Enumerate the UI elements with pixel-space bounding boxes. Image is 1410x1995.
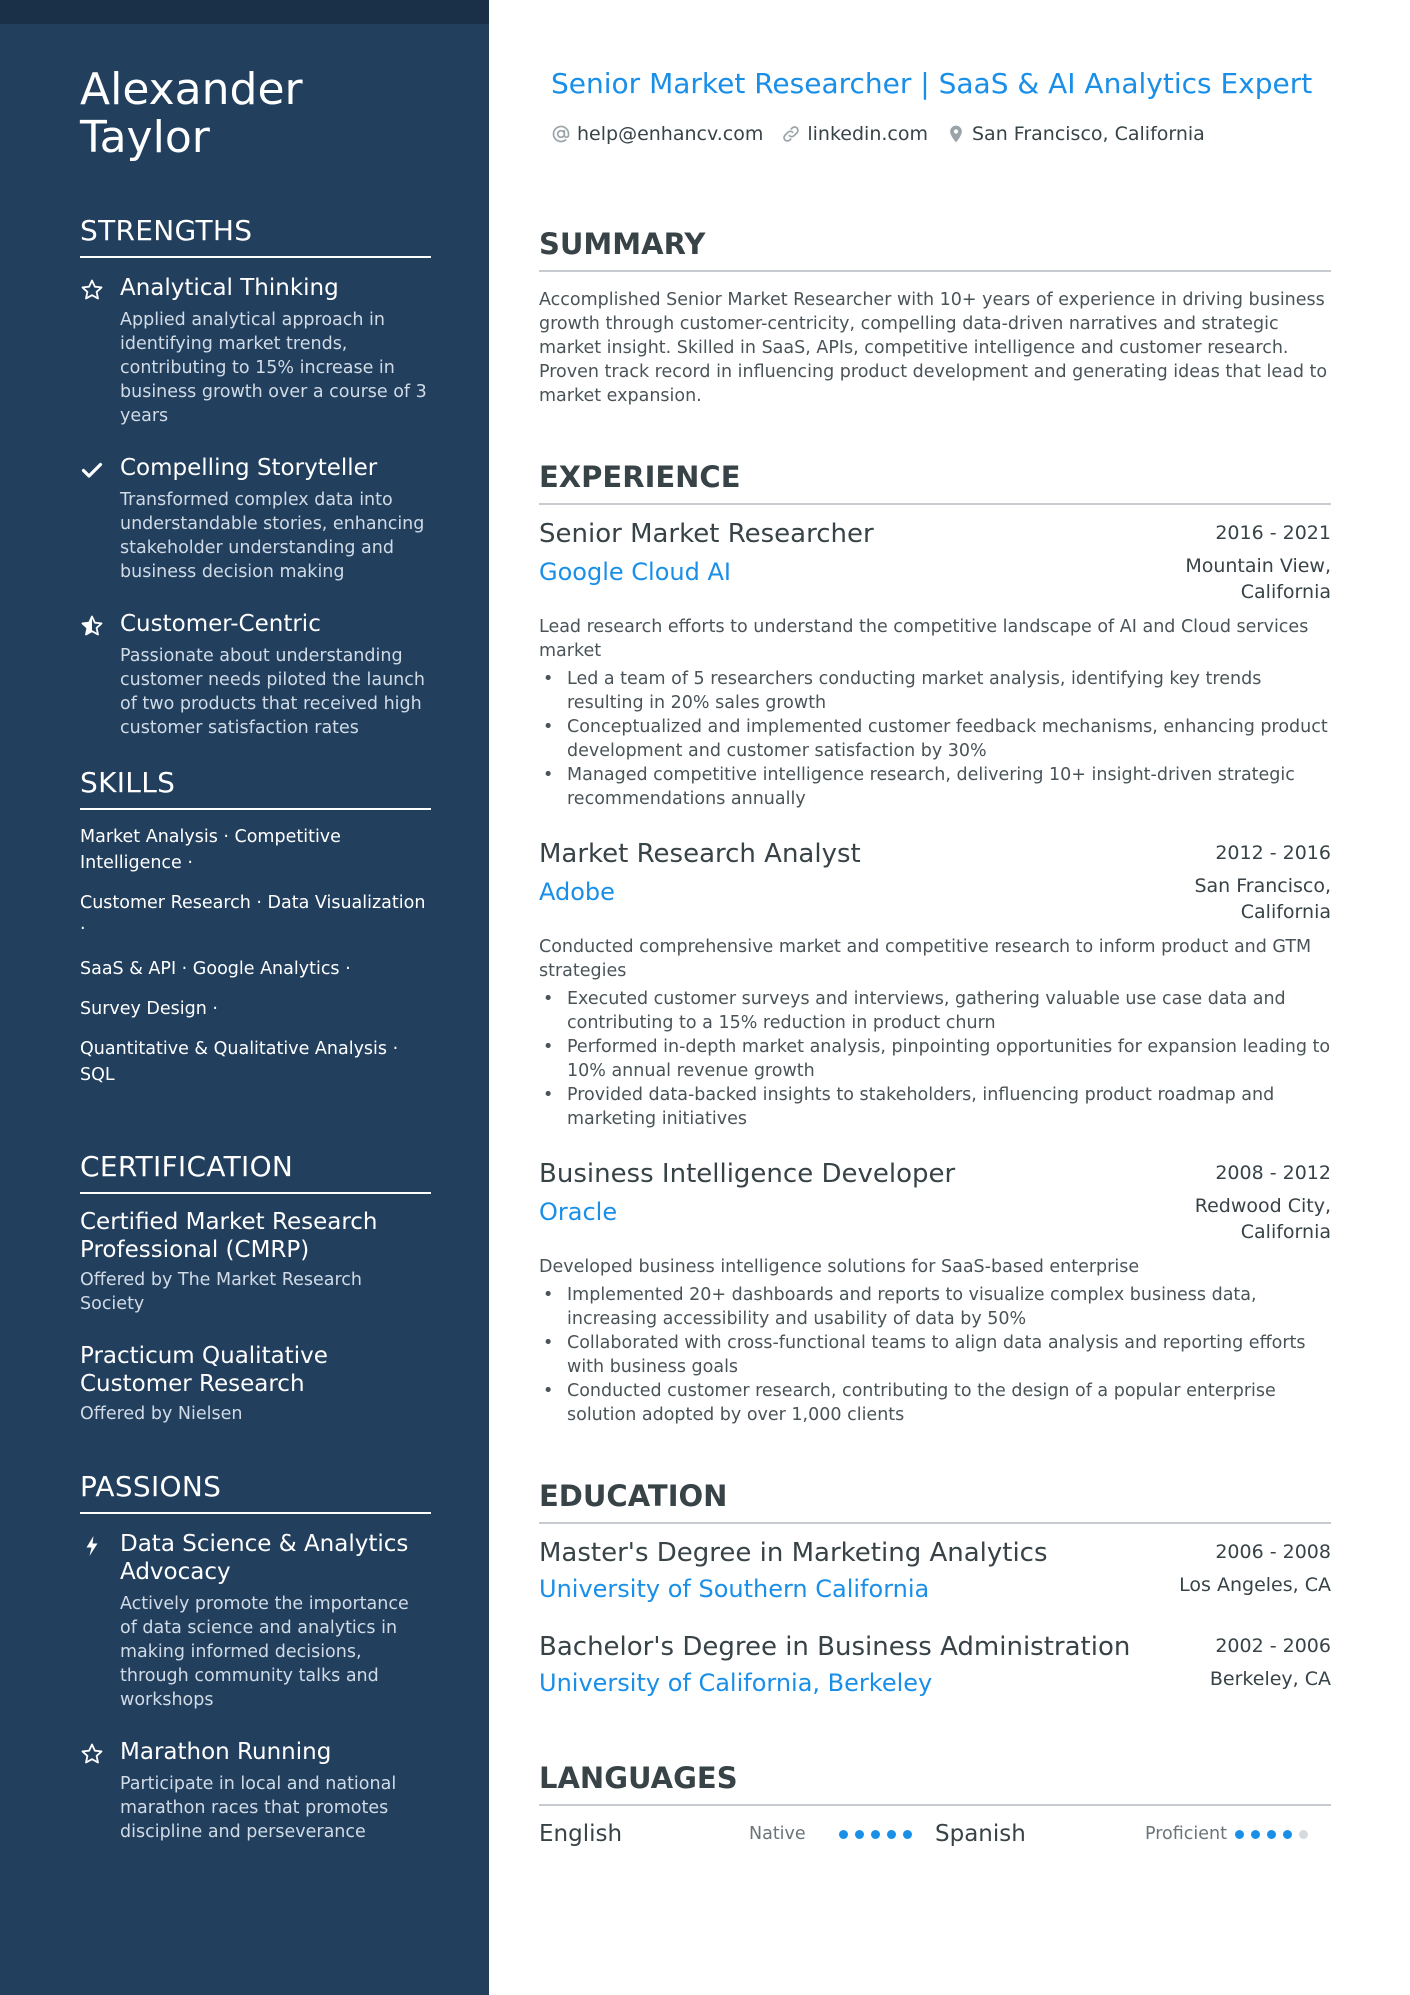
contact-linkedin[interactable] [781, 120, 928, 148]
education-section [539, 1478, 1331, 1700]
job-company[interactable]: Google Cloud AI [539, 558, 731, 586]
experience-section [539, 459, 1331, 1427]
list-item: • Executed customer surveys and interviews, gathering valuable use case data and contributing to a 15% reduction in product churn [539, 987, 1331, 1035]
certification-title: Practicum Qualitative Customer Research [80, 1343, 328, 1397]
job-entry [539, 1157, 1331, 1427]
strength-title: Customer-Centric [120, 611, 321, 637]
job-entry [539, 517, 1331, 811]
passions-section [80, 1470, 431, 1844]
at-icon [551, 124, 571, 144]
job-bullets [539, 1283, 1331, 1427]
job-date: 2012 - 2016 [1215, 842, 1331, 864]
job-summary: Conducted comprehensive market and competitive research to inform product and GTM strategies [539, 937, 1312, 981]
education-entry [539, 1536, 1331, 1606]
experience-heading: EXPERIENCE [539, 459, 1331, 505]
rating-dot-filled [871, 1830, 880, 1839]
skills-section [80, 766, 431, 1088]
education-date: 2002 - 2006 [1215, 1635, 1331, 1657]
rating-dot-filled [1267, 1830, 1276, 1839]
summary-section [539, 226, 1331, 408]
certification-heading: CERTIFICATION [80, 1150, 431, 1194]
job-date: 2008 - 2012 [1215, 1162, 1331, 1184]
passion-item [80, 1738, 431, 1844]
language-rating [1235, 1830, 1308, 1839]
passion-item [80, 1530, 431, 1712]
passion-title: Marathon Running [120, 1739, 332, 1765]
location-text: San Francisco, California [972, 123, 1205, 145]
rating-dot-filled [839, 1830, 848, 1839]
last-name: Taylor [80, 112, 210, 163]
link-icon [781, 124, 801, 144]
language-rating [839, 1830, 912, 1839]
passions-heading: PASSIONS [80, 1470, 431, 1514]
rating-dot-filled [1235, 1830, 1244, 1839]
certification-item [80, 1208, 431, 1316]
strength-item [80, 454, 431, 584]
contact-email[interactable] [551, 120, 763, 148]
passion-desc: Participate in local and national marathon races that promotes discipline and perseverance [120, 1774, 397, 1842]
strength-desc: Passionate about understanding customer needs piloted the launch of two products that received high customer satisfaction rates [120, 646, 425, 738]
summary-text: Accomplished Senior Market Researcher with 10+ years of experience in driving business growth through customer-centricity, compelling data-driven narratives and strategic market insight. Skilled in SaaS, APIs, competitive intelligence and customer research. Proven track record in influencing product development and generating ideas that lead to market expansion. [539, 290, 1328, 406]
checkmark-icon [80, 458, 104, 482]
certification-section [80, 1150, 431, 1426]
skill-row: SaaS & API · Google Analytics · [80, 959, 351, 979]
rating-dot-filled [1251, 1830, 1260, 1839]
skills-heading: SKILLS [80, 766, 431, 810]
list-item: • Conducted customer research, contributing to the design of a popular enterprise solution adopted by over 1,000 clients [539, 1379, 1331, 1427]
list-item: • Collaborated with cross-functional teams to align data analysis and reporting efforts with business goals [539, 1331, 1331, 1379]
rating-dot-empty [1299, 1830, 1308, 1839]
job-title: Market Research Analyst [539, 839, 861, 869]
passion-title: Data Science & Analytics Advocacy [120, 1531, 409, 1585]
language-level: Native [749, 1824, 806, 1844]
job-location: San Francisco, California [1194, 875, 1331, 923]
strength-desc: Transformed complex data into understandable stories, enhancing stakeholder understanding and business decision making [120, 490, 425, 582]
star-outline-icon [80, 278, 104, 302]
education-date: 2006 - 2008 [1215, 1541, 1331, 1563]
degree-title: Master's Degree in Marketing Analytics [539, 1538, 1048, 1568]
star-outline-icon [80, 1742, 104, 1766]
strength-item [80, 274, 431, 428]
job-location: Redwood City, California [1194, 1195, 1331, 1243]
skill-row: Market Analysis · Competitive Intelligence · [80, 827, 341, 873]
job-title: Business Intelligence Developer [539, 1159, 956, 1189]
location-pin-icon [946, 124, 966, 144]
rating-dot-filled [855, 1830, 864, 1839]
certification-item [80, 1342, 431, 1426]
degree-title: Bachelor's Degree in Business Administration [539, 1632, 1131, 1662]
sidebar-top-bar [0, 0, 489, 24]
summary-heading: SUMMARY [539, 226, 1331, 272]
star-half-icon [80, 614, 104, 638]
certification-issuer: Offered by Nielsen [80, 1404, 243, 1424]
candidate-name [80, 66, 431, 162]
language-item [935, 1821, 1331, 1847]
job-date: 2016 - 2021 [1215, 522, 1331, 544]
list-item: • Led a team of 5 researchers conducting market analysis, identifying key trends resulting in 20% sales growth [539, 667, 1331, 715]
list-item: • Conceptualized and implemented customer feedback mechanisms, enhancing product development and customer satisfaction by 30% [539, 715, 1331, 763]
first-name: Alexander [80, 64, 303, 115]
job-summary: Lead research efforts to understand the competitive landscape of AI and Cloud services market [539, 617, 1309, 661]
job-company[interactable]: Oracle [539, 1198, 618, 1226]
languages-heading: LANGUAGES [539, 1760, 1331, 1806]
rating-dot-filled [903, 1830, 912, 1839]
education-location: Los Angeles, CA [1179, 1574, 1331, 1596]
email-text: help@enhancv.com [577, 123, 764, 145]
skill-row: Quantitative & Qualitative Analysis · SQL [80, 1039, 399, 1085]
contact-location [946, 120, 1205, 148]
strength-item [80, 610, 431, 740]
sidebar [0, 0, 489, 1995]
rating-dot-filled [887, 1830, 896, 1839]
education-location: Berkeley, CA [1209, 1668, 1331, 1690]
languages-section [539, 1760, 1331, 1852]
language-name: English [539, 1821, 623, 1847]
job-title: Senior Market Researcher [539, 519, 874, 549]
education-heading: EDUCATION [539, 1478, 1331, 1524]
strength-desc: Applied analytical approach in identifying market trends, contributing to 15% increase in business growth over a course of 3 years [120, 310, 427, 426]
school-name[interactable]: University of Southern California [539, 1575, 930, 1603]
certification-title: Certified Market Research Professional (CMRP) [80, 1209, 378, 1263]
language-item [539, 1821, 935, 1847]
language-level: Proficient [1145, 1824, 1227, 1844]
certification-issuer: Offered by The Market Research Society [80, 1270, 362, 1314]
job-summary: Developed business intelligence solutions for SaaS-based enterprise [539, 1257, 1140, 1277]
job-entry [539, 837, 1331, 1131]
job-location: Mountain View, California [1185, 555, 1331, 603]
strengths-heading: STRENGTHS [80, 214, 431, 258]
languages-row [539, 1816, 1331, 1852]
strength-title: Compelling Storyteller [120, 455, 378, 481]
list-item: • Provided data-backed insights to stakeholders, influencing product roadmap and marketing initiatives [539, 1083, 1331, 1131]
school-name[interactable]: University of California, Berkeley [539, 1669, 933, 1697]
strength-title: Analytical Thinking [120, 275, 339, 301]
lightning-icon [80, 1534, 104, 1558]
list-item: • Managed competitive intelligence research, delivering 10+ insight-driven strategic recommendations annually [539, 763, 1331, 811]
job-bullets [539, 987, 1331, 1131]
language-name: Spanish [935, 1821, 1026, 1847]
rating-dot-filled [1283, 1830, 1292, 1839]
education-entry [539, 1630, 1331, 1700]
skill-row: Survey Design · [80, 999, 218, 1019]
passion-desc: Actively promote the importance of data science and analytics in making informed decisions, through community talks and workshops [120, 1594, 409, 1710]
job-bullets [539, 667, 1331, 811]
job-company[interactable]: Adobe [539, 878, 615, 906]
skill-row: Customer Research · Data Visualization · [80, 893, 426, 939]
headline: Senior Market Researcher | SaaS & AI Analytics Expert [551, 67, 1313, 100]
list-item: • Performed in-depth market analysis, pinpointing opportunities for expansion leading to 10% annual revenue growth [539, 1035, 1331, 1083]
contact-bar [551, 120, 1205, 148]
list-item: • Implemented 20+ dashboards and reports to visualize complex business data, increasing accessibility and usability of data by 50% [539, 1283, 1331, 1331]
strengths-section [80, 214, 431, 740]
linkedin-text: linkedin.com [807, 123, 928, 145]
